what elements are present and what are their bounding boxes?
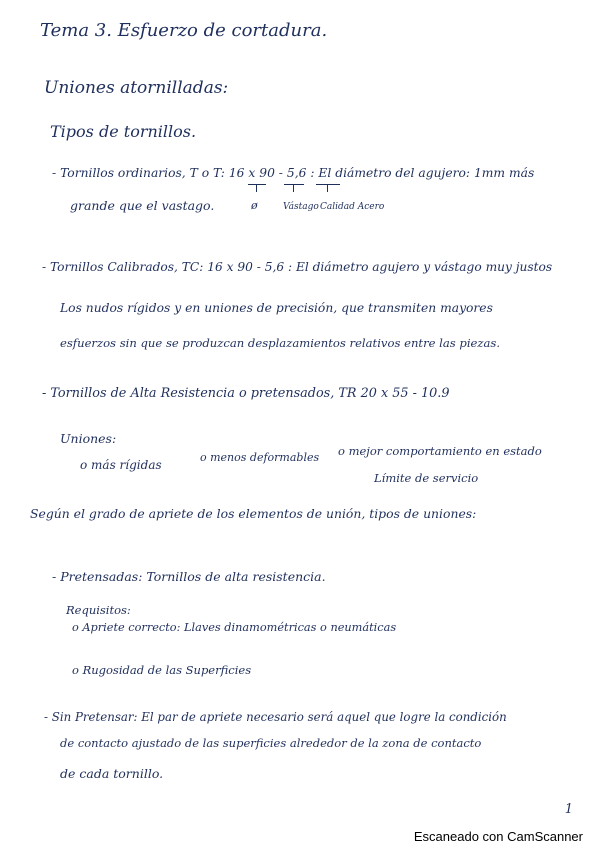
bracket-diameter-tick	[256, 185, 257, 192]
calibrados-line-1: - Tornillos Calibrados, TC: 16 x 90 - 5,6 : El diámetro agujero y vástago muy justos	[42, 260, 553, 274]
sin-pretensar-line-3: de cada tornillo.	[60, 766, 164, 781]
requisito-2: o Rugosidad de las Superficies	[72, 663, 252, 677]
camscanner-footer	[0, 824, 599, 848]
calibrados-line-2: Los nudos rígidos y en uniones de precisión, que transmiten mayores	[60, 301, 493, 315]
bracket-vastago-tick	[293, 185, 294, 192]
uniones-label: Uniones:	[60, 431, 117, 446]
uniones-bullet-3-cont: Límite de servicio	[374, 471, 479, 485]
annotation-calidad: Calidad Acero	[320, 202, 385, 212]
sin-pretensar-line-1: - Sin Pretensar: El par de apriete necesario será aquel que logre la condición	[44, 710, 507, 724]
page-number: 1	[564, 802, 573, 817]
grado-apriete-heading: Según el grado de apriete de los elementos de unión, tipos de uniones:	[30, 506, 477, 521]
ordinarios-line-1: - Tornillos ordinarios, T o T: 16 x 90 - 5,6 : El diámetro del agujero: 1mm más	[52, 166, 535, 180]
footer-label: Escaneado con CamScanner	[413, 828, 583, 844]
requisitos-label: Requisitos:	[66, 603, 131, 617]
uniones-bullet-3: o mejor comportamiento en estado	[338, 444, 542, 458]
annotation-vastago: Vástago	[283, 202, 319, 212]
alta-resistencia-line-1: - Tornillos de Alta Resistencia o pretensados, TR 20 x 55 - 10.9	[42, 386, 450, 401]
bracket-calidad-tick	[327, 185, 328, 192]
annotation-phi: ø	[251, 199, 258, 212]
sin-pretensar-line-2: de contacto ajustado de las superficies alrededor de la zona de contacto	[60, 736, 482, 750]
requisito-1: o Apriete correcto: Llaves dinamométricas o neumáticas	[72, 621, 397, 634]
subheading-tipos: Tipos de tornillos.	[50, 122, 197, 141]
pretensadas-line-1: - Pretensadas: Tornillos de alta resistencia.	[52, 569, 326, 584]
uniones-bullet-1: o más rígidas	[80, 458, 162, 472]
section-heading: Uniones atornilladas:	[44, 78, 229, 98]
ordinarios-line-2: grande que el vastago.	[70, 198, 215, 213]
calibrados-line-3: esfuerzos sin que se produzcan desplazamientos relativos entre las piezas.	[60, 336, 501, 350]
page-title: Tema 3. Esfuerzo de cortadura.	[40, 20, 328, 41]
uniones-bullet-2: o menos deformables	[200, 451, 320, 464]
